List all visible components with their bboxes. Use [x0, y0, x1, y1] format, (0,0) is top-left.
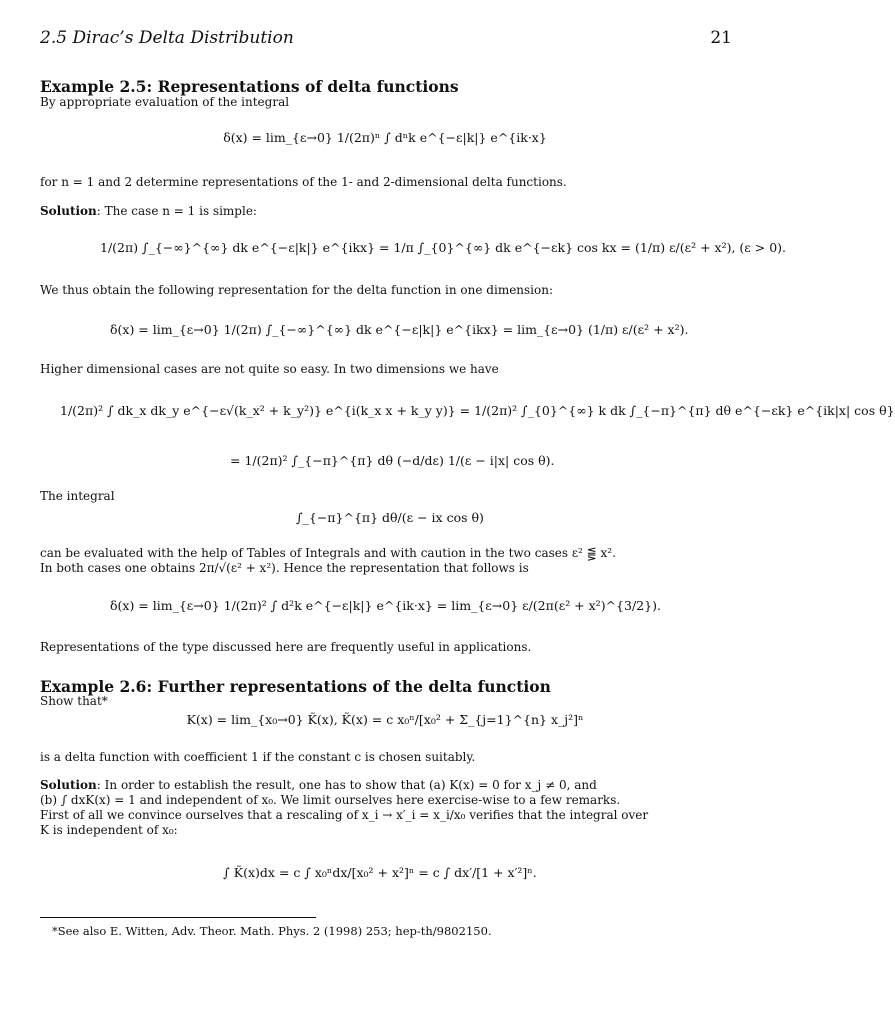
solution-2-6-line-3: First of all we convince ourselves that a rescaling of x_i → x′_i = x_i/x₀ verifies that the integral over	[40, 808, 649, 822]
equation-k-definition: K(x) = lim_{x₀→0} K̃(x), K̃(x) = c x₀ⁿ/[x₀² + Σ_{j=1}^{n} x_j²]ⁿ	[186, 712, 584, 727]
equation-two-dim-derivative: = 1/(2π)² ∫_{−π}^{π} dθ (−d/dε) 1/(ε − i|x| cos θ).	[230, 453, 555, 468]
page-number: 21	[710, 28, 732, 48]
equation-one-dim-integral: 1/(2π) ∫_{−∞}^{∞} dk e^{−ε|k|} e^{ikx} = 1/π ∫_{0}^{∞} dk e^{−εk} cos kx = (1/π) ε/(ε² + x²), (ε > 0).	[100, 240, 787, 255]
delta-coefficient-text: is a delta function with coefficient 1 if the constant c is chosen suitably.	[40, 750, 476, 764]
solution-2-6-line-4: K is independent of x₀:	[40, 823, 178, 837]
solution-text: : The case n = 1 is simple:	[96, 204, 257, 218]
solution-label: Solution	[40, 204, 97, 218]
solution-2-6-text-1: : In order to establish the result, one has to show that (a) K(x) = 0 for x_j ≠ 0, and	[96, 778, 597, 792]
equation-delta-integral: δ(x) = lim_{ε→0} 1/(2π)ⁿ ∫ dⁿk e^{−ε|k|} e^{ik·x}	[223, 130, 547, 145]
footnote-rule	[40, 917, 316, 918]
solution-2-6-label: Solution	[40, 778, 97, 792]
equation-two-dim-representation: δ(x) = lim_{ε→0} 1/(2π)² ∫ d²k e^{−ε|k|} e^{ik·x} = lim_{ε→0} ε/(2π(ε² + x²)^{3/2}).	[110, 598, 661, 613]
solution-paragraph	[40, 204, 732, 218]
evaluate-text-line-2: In both cases one obtains 2π/√(ε² + x²). Hence the representation that follows is	[40, 561, 529, 575]
evaluate-text-line-1: can be evaluated with the help of Tables of Integrals and with caution in the two cases ε² ⪋ x².	[40, 546, 616, 560]
footnote: *See also E. Witten, Adv. Theor. Math. Phys. 2 (1998) 253; hep-th/9802150.	[52, 924, 492, 938]
one-dim-text: We thus obtain the following representation for the delta function in one dimension:	[40, 283, 554, 297]
useful-text: Representations of the type discussed here are frequently useful in applications.	[40, 640, 532, 654]
running-header: 2.5 Dirac’s Delta Distribution	[40, 28, 294, 48]
equation-two-dim-integral: 1/(2π)² ∫ dk_x dk_y e^{−ε√(k_x² + k_y²)} e^{i(k_x x + k_y y)} = 1/(2π)² ∫_{0}^{∞} k dk ∫_{−π}^{π} dθ e^{−εk} e^{ik|x| cos θ}	[60, 403, 895, 418]
example-2-6-title: Example 2.6: Further representations of the delta function	[40, 677, 551, 696]
equation-theta-integral: ∫_{−π}^{π} dθ/(ε − ix cos θ)	[296, 510, 484, 525]
example-2-5-title: Example 2.5: Representations of delta functions	[40, 77, 459, 96]
example-2-5-intro: By appropriate evaluation of the integral	[40, 95, 290, 109]
solution-2-6-line-1	[40, 778, 732, 792]
equation-one-dim-representation: δ(x) = lim_{ε→0} 1/(2π) ∫_{−∞}^{∞} dk e^{−ε|k|} e^{ikx} = lim_{ε→0} (1/π) ε/(ε² + x²).	[110, 322, 689, 337]
example-2-6-intro: Show that*	[40, 694, 108, 708]
higher-dim-text: Higher dimensional cases are not quite so easy. In two dimensions we have	[40, 362, 499, 376]
solution-2-6-line-2: (b) ∫ dxK(x) = 1 and independent of x₀. We limit ourselves here exercise-wise to a few remarks.	[40, 793, 621, 807]
equation-rescaling-integral: ∫ K̃(x)dx = c ∫ x₀ⁿdx/[x₀² + x²]ⁿ = c ∫ dx′/[1 + x′²]ⁿ.	[223, 865, 537, 880]
task-text: for n = 1 and 2 determine representations of the 1- and 2-dimensional delta functions.	[40, 175, 567, 189]
integral-label-text: The integral	[40, 489, 115, 503]
